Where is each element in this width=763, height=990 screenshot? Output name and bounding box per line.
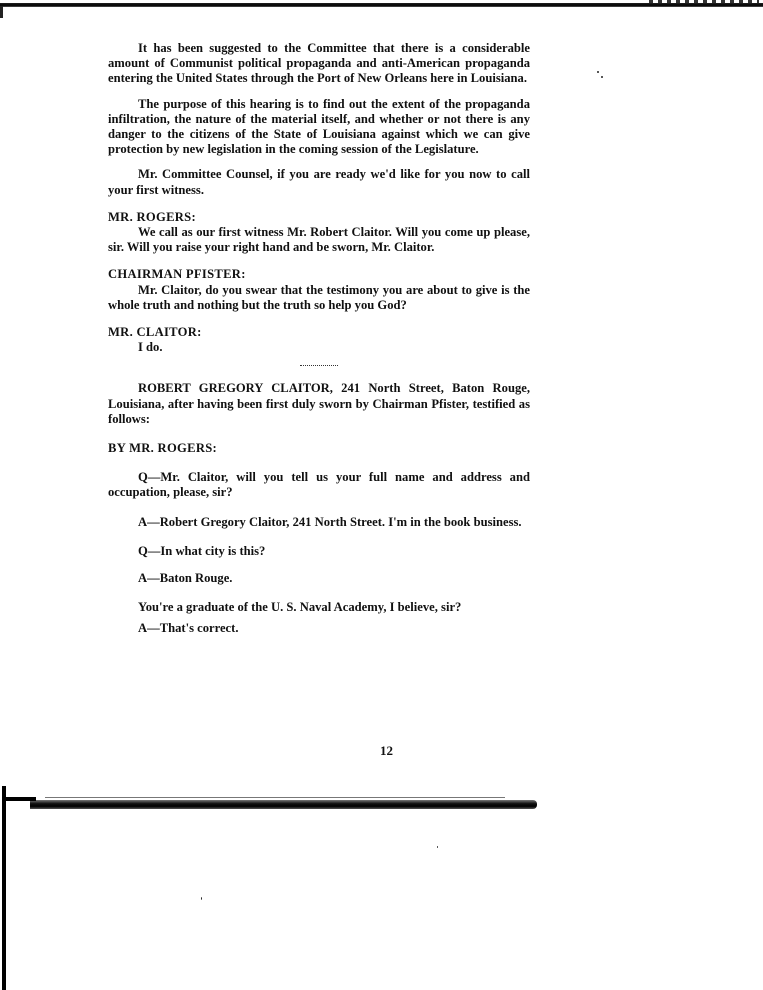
question: Q—In what city is this?	[138, 543, 266, 558]
bottom-border-rule	[30, 800, 537, 809]
paragraph: Mr. Committee Counsel, if you are ready we'd like for you now to call your first witness.	[108, 167, 530, 197]
left-margin-mark	[0, 6, 3, 18]
paragraph: The purpose of this hearing is to find out the extent of the propaganda infiltration, the nature of the material itself, and whether or not there is any danger to the citizens of the State of Louisiana against which we can give protection by new legislation in the coming session of the Legislature.	[108, 96, 530, 157]
answer: A—That's correct.	[138, 621, 239, 636]
paragraph: I do.	[138, 340, 163, 355]
page-number: 12	[380, 743, 393, 758]
paragraph: We call as our first witness Mr. Robert Claitor. Will you come up please, sir. Will you raise your right hand and be sworn, Mr. Claitor.	[108, 225, 530, 255]
question: Q—Mr. Claitor, will you tell us your full name and address and occupation, please, sir?	[108, 470, 530, 500]
scan-speck	[597, 71, 599, 73]
top-border-rule	[0, 3, 763, 7]
top-border-dots	[649, 0, 759, 3]
speaker-label: MR. CLAITOR:	[108, 325, 202, 340]
speaker-label: MR. ROGERS:	[108, 209, 196, 224]
paragraph: It has been suggested to the Committee that there is a considerable amount of Communist political propaganda and anti-American propaganda entering the United States through the Port of New Orleans here in Louisiana.	[108, 41, 530, 86]
transcript-body	[108, 41, 530, 637]
answer: A—Baton Rouge.	[138, 571, 233, 586]
binding-bracket-horizontal	[2, 797, 36, 801]
section-separator	[300, 365, 338, 367]
scan-speck	[601, 76, 603, 78]
speaker-label: CHAIRMAN PFISTER:	[108, 267, 246, 282]
paragraph: Mr. Claitor, do you swear that the testimony you are about to give is the whole truth and nothing but the truth so help you God?	[108, 282, 530, 312]
question: You're a graduate of the U. S. Naval Academy, I believe, sir?	[138, 600, 462, 615]
answer: A—Robert Gregory Claitor, 241 North Street. I'm in the book business.	[138, 514, 522, 529]
paragraph: ROBERT GREGORY CLAITOR, 241 North Street, Baton Rouge, Louisiana, after having been first duly sworn by Chairman Pfister, testified as follows:	[108, 381, 530, 426]
bottom-border-hairline	[45, 797, 505, 798]
binding-bracket-vertical	[2, 786, 6, 990]
speaker-label: BY MR. ROGERS:	[108, 441, 218, 456]
scan-speck	[201, 897, 202, 900]
scan-speck	[437, 846, 438, 848]
